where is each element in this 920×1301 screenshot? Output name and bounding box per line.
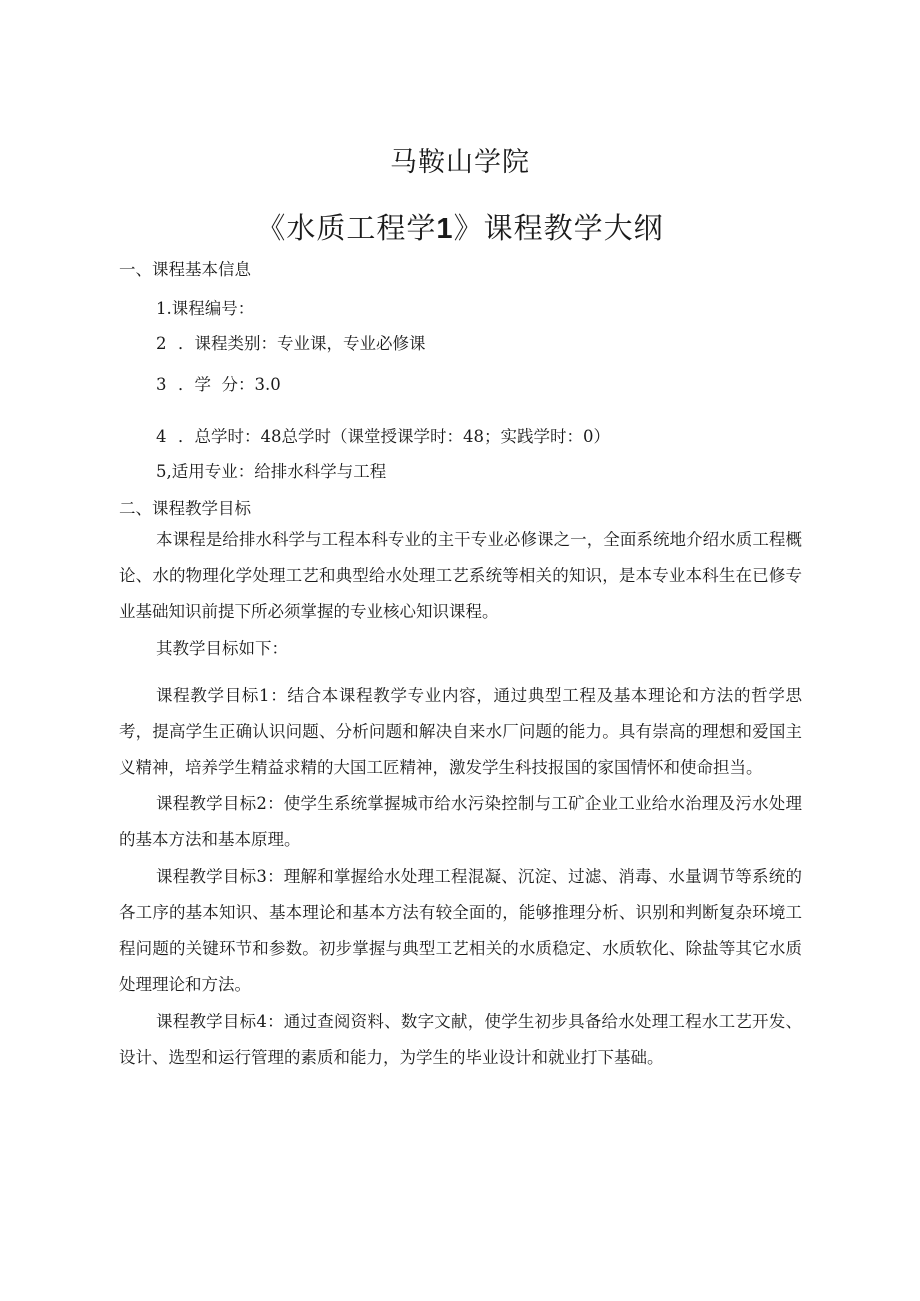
info-item-course-type: [156, 330, 426, 354]
info-item-text: 适用专业：给排水科学与工程: [171, 462, 387, 481]
info-item-text: ．总学时：48总学时（课堂授课学时：48；实践学时：0）: [178, 427, 610, 446]
teaching-goal-1: 课程教学目标1：结合本课程教学专业内容，通过典型工程及基本理论和方法的哲学思考，提高学生正确认识问题、分析问题和解决自来水厂问题的能力。具有崇高的理想和爱国主义精神，培养学生精益求精的大国工匠精神，激发学生科技报国的家国情怀和使命担当。: [119, 686, 802, 777]
info-item-course-code: [156, 295, 254, 319]
info-item-number: 5,: [156, 462, 172, 481]
title-prefix: 《水质工程学: [256, 211, 437, 245]
title-suffix: 》课程教学大纲: [453, 211, 664, 245]
teaching-goal-2: 课程教学目标2：使学生系统掌握城市给水污染控制与工矿企业工业给水治理及污水处理的基本方法和基本原理。: [119, 794, 802, 849]
info-item-hours: [156, 423, 610, 447]
course-intro-paragraph: 本课程是给排水科学与工程本科专业的主干专业必修课之一，全面系统地介绍水质工程概论、水的物理化学处理工艺和典型给水处理工艺系统等相关的知识，是本专业本科生在已修专业基础知识前提下所必须掌握的专业核心知识课程。: [119, 530, 802, 621]
info-item-text: 课程编号：: [171, 299, 255, 318]
info-item-number: 4: [156, 427, 167, 446]
info-item-number: 2: [156, 334, 167, 353]
info-item-text: ．课程类别：专业课，专业必修课: [178, 334, 426, 353]
document-title: [0, 206, 920, 247]
info-item-major: [156, 458, 386, 482]
info-item-credits: [156, 371, 281, 395]
info-item-text: ．学 分：3.0: [178, 375, 281, 394]
section2-heading: 二、课程教学目标: [119, 499, 251, 518]
teaching-goal-3: 课程教学目标3：理解和掌握给水处理工程混凝、沉淀、过滤、消毒、水量调节等系统的各工序的基本知识、基本理论和基本方法有较全面的，能够推理分析、识别和判断复杂环境工程问题的关键环节和参数。初步掌握与典型工艺相关的水质稳定、水质软化、除盐等其它水质处理理论和方法。: [119, 867, 802, 994]
teaching-goal-4: 课程教学目标4：通过查阅资料、数字文献，使学生初步具备给水处理工程水工艺开发、设计、选型和运行管理的素质和能力，为学生的毕业设计和就业打下基础。: [119, 1012, 802, 1067]
goals-lead-paragraph: 其教学目标如下：: [156, 639, 288, 658]
school-name: 马鞍山学院: [390, 147, 530, 178]
title-number: 1: [436, 213, 454, 245]
info-item-number: 3: [156, 375, 167, 394]
info-item-number: 1.: [156, 299, 172, 318]
section1-heading: 一、课程基本信息: [119, 260, 251, 279]
